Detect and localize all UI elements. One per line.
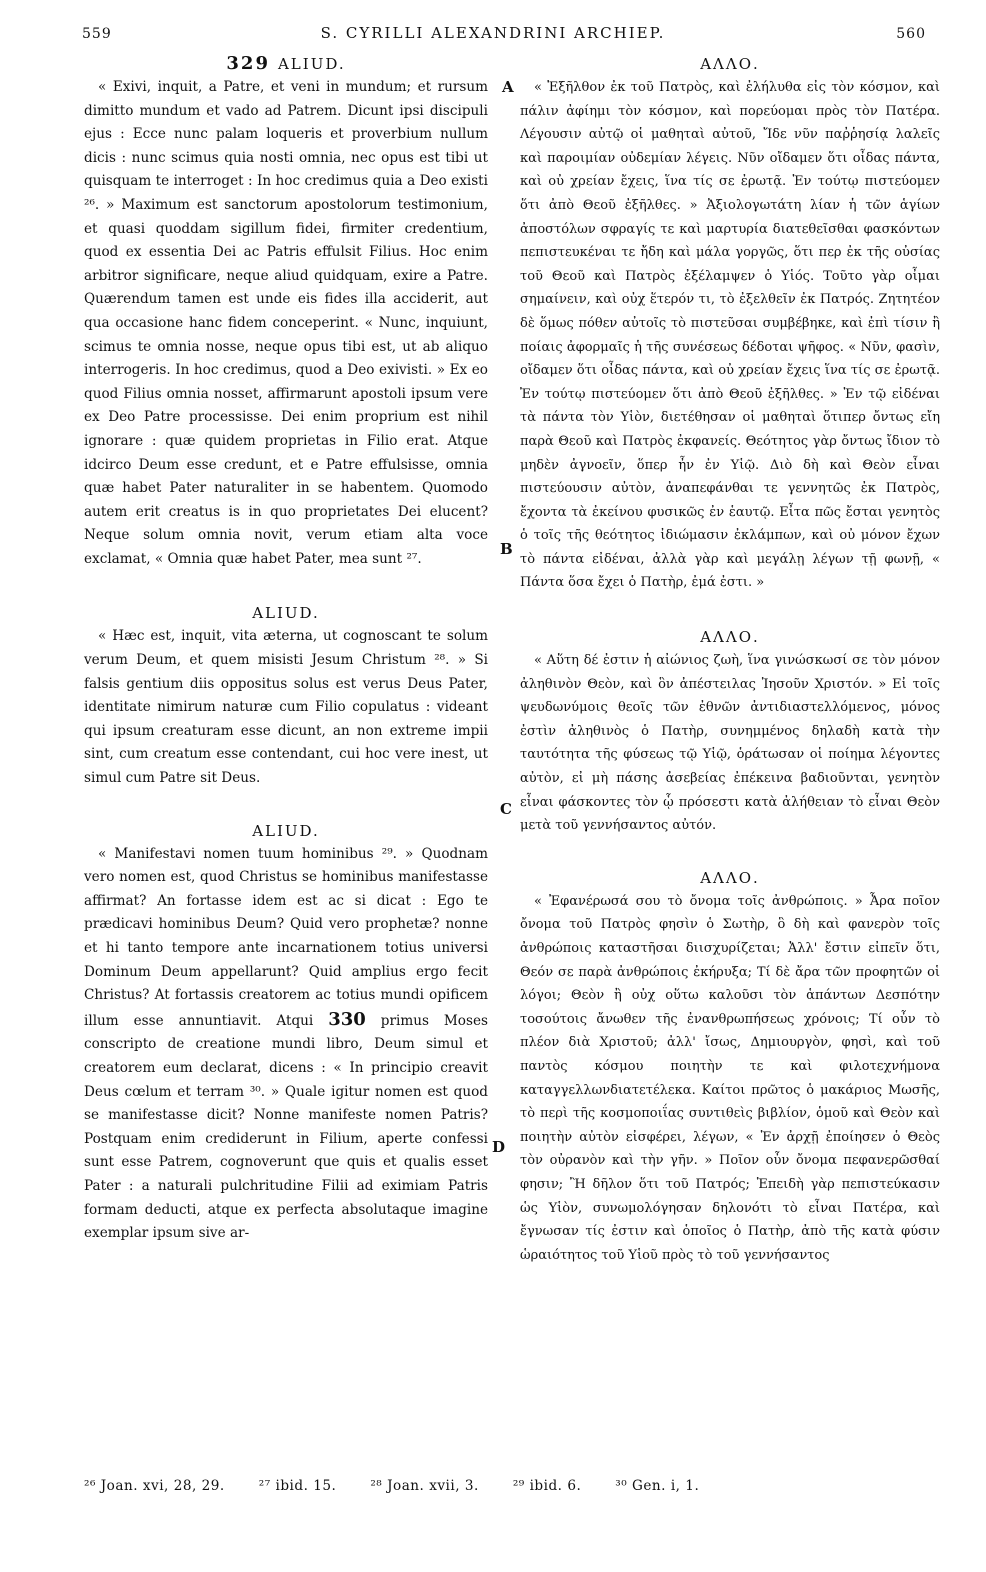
margin-letter-b: B: [500, 540, 513, 558]
margin-letter-a: A: [502, 78, 514, 96]
footnote-30: ³⁰ Gen. i, 1.: [615, 1478, 700, 1494]
footnote-28: ²⁸ Joan. xvii, 3.: [370, 1478, 479, 1494]
latin-section-3-text-a: « Manifestavi nomen tuum hominibus ²⁹. » Quodnam vero nomen est, quod Christus se hominibus manifestasse affirmat? An fortasse idem est ac si dicat : Ego te prædicavi hominibus Deum? Quid vero prophetæ? nonne et hi tanto tempore ante incarnationem totius universi Dominum Deum appellarunt? Quid amplius ergo fecit Christus? At fortassis creatorem ac totius mundi opificem illum esse annuntiavit. Atqui: [84, 845, 488, 1029]
column-number-330: 330: [328, 1008, 366, 1030]
latin-section-1-text: « Exivi, inquit, a Patre, et veni in mundum; et rursum dimitto mundum et vado ad Patrem. Dicunt ipsi discipuli ejus : Ecce nunc palam loqueris et proverbium nullum dicis : nunc scimus quia nosti omnia, nec opus est tibi ut quisquam te interroget : In hoc credimus quia a Deo existi ²⁶. » Maximum est sanctorum apostolorum testimonium, et quasi quoddam sigillum fidei, firmiter credentium, quod ex essentia Dei ac Patris effulsit Filius. Hoc enim arbitror significare, neque aliud quidquam, exire a Patre. Quærendum tamen est unde eis fides illa acciderit, aut qua occasione hanc fidem conceperint. « Nunc, inquiunt, scimus te omnia nosse, neque opus tibi est, ut ab aliquo interrogeris. In hoc credimus, quod a Deo exivisti. » Ex eo quod Filius omnia nosset, affirmarunt apostoli ipsum vere ex Deo Patre processisse. Dei enim proprium est nihil ignorare : quæ quidem proprietas in Filio erat. Atque idcirco Deum esse credunt, et e Patre effulsisse, omnia quæ habet Pater naturaliter in se habentem. Quomodo autem erit creatus is in quo proprietates Dei elucent? Neque solum omnia novit, verum etiam alta voce exclamat, « Omnia quæ habet Pater, mea sunt ²⁷.: [84, 79, 488, 567]
footnote-29: ²⁹ ibid. 6.: [512, 1478, 582, 1494]
greek-section-1-text: « Ἐξῆλθον ἐκ τοῦ Πατρὸς, καὶ ἐλήλυθα εἰς τὸν κόσμον, καὶ πάλιν ἀφίημι τὸν κόσμον, καὶ πορεύομαι πρὸς τὸν Πατέρα. Λέγουσιν αὐτῷ οἱ μαθηταὶ αὐτοῦ, Ἴδε νῦν παῤῥησίᾳ λαλεῖς καὶ παροιμίαν οὐδεμίαν λέγεις. Νῦν οἴδαμεν ὅτι οἶδας πάντα, καὶ οὐ χρείαν ἔχεις, ἵνα τίς σε ἐρωτᾷ. Ἐν τούτῳ πιστεύομεν ὅτι ἀπὸ Θεοῦ ἐξῆλθες. » Ἀξιολογωτάτη λίαν ἡ τῶν ἁγίων ἀποστόλων σφραγίς τε καὶ μαρτυρία διατεθεῖσθαι φασκόντων πεπιστευκέναι τε ἤδη καὶ μάλα γοργῶς, ὅτι περ ἐκ τῆς οὐσίας τοῦ Θεοῦ καὶ Πατρὸς ἐξέλαμψεν ὁ Υἱός. Τοῦτο γὰρ οἶμαι σημαίνειν, καὶ οὐχ ἕτερόν τι, τὸ ἐξελθεῖν ἐκ Πατρός. Ζητητέον δὲ ὅμως πόθεν αὐτοῖς τὸ πιστεῦσαι συμβέβηκε, καὶ ἐπὶ τίσιν ἢ ποίαις ἀφορμαῖς ἡ τῆς συνέσεως δέδοται ψῆφος. « Νῦν, φασὶν, οἴδαμεν ὅτι οἶδας πάντα, καὶ οὐ χρείαν ἔχεις ἵνα τίς σε ἐρωτᾷ. Ἐν τούτῳ πιστεύομεν ὅτι ἀπὸ Θεοῦ ἐξῆλθες. » Ἐν τῷ εἰδέναι τὰ πάντα τὸν Υἱὸν, διετέθησαν οἱ μαθηταὶ ὅτιπερ ὄντως εἴη παρὰ Θεοῦ καὶ Πατρὸς ἐκφανείς. Θεότητος γὰρ ὄντως ἴδιον τὸ μηδὲν ἀγνοεῖν, ὅπερ ἦν ἐν Υἱῷ. Διὸ δὴ καὶ Θεὸν εἶναι πιστεύουσιν αὐτὸν, ἀναπεφάνθαι τε γεννητῶς ἐκ Πατρὸς, ἔχοντα τὰ ἐκείνου φυσικῶς ἐν ἑαυτῷ. Εἶτα πῶς ἔσται γενητὸς ὁ τοῖς τῆς θεότητος ἰδιώμασιν ἐκλάμπων, καὶ οὐ μόνον ἔχων τὸ πάντα εἰδέναι, ἀλλὰ γὰρ καὶ μεγάλῃ λέγων τῇ φωνῇ, « Πάντα ὅσα ἔχει ὁ Πατὴρ, ἐμά ἐστι. »: [520, 80, 940, 591]
greek-section-2-text: « Αὕτη δέ ἐστιν ἡ αἰώνιος ζωὴ, ἵνα γινώσκωσί σε τὸν μόνον ἀληθινὸν Θεὸν, καὶ ὃν ἀπέστειλας Ἰησοῦν Χριστόν. » Εἰ τοῖς ψευδωνύμοις θεοῖς τῶν ἐθνῶν ἀντιδιαστελλόμενος, μόνος ἐστὶν ἀληθινὸς ὁ Πατὴρ, συνημμένος δηλαδὴ κατὰ τὴν ταυτότητα τῆς φύσεως τῷ Υἱῷ, ὁράτωσαν οἱ ποίημα λέγοντες αὐτὸν, εἰ μὴ πάσης ἀσεβείας ἐπέκεινα βαδιοῦνται, γενητὸν εἶναι φάσκοντες τὸν ᾧ πρόσεστι κατὰ ἀλήθειαν τὸ εἶναι Θεὸν μετὰ τοῦ γεννήσαντος αὐτόν.: [520, 653, 940, 834]
greek-section-3-title: ΑΛΛΟ.: [700, 868, 760, 887]
greek-section-3-text: « Ἐφανέρωσά σου τὸ ὄνομα τοῖς ἀνθρώποις. » Ἆρα ποῖον ὄνομα τοῦ Πατρὸς φησὶν ὁ Σωτὴρ, ὃ δὴ καὶ φανερὸν τοῖς ἀνθρώποις καταστῆσαι διισχυρίζεται; Ἀλλ' ἔστιν εἰπεῖν ὅτι, Θεόν σε παρὰ ἀνθρώποις ἐκήρυξα; Τί δὲ ἄρα τῶν προφητῶν οἱ λόγοι; Θεὸν ἢ οὐχ οὕτω καλοῦσι τὸν ἁπάντων Δεσπότην τοσούτοις ἄνωθεν τῆς ἐνανθρωπήσεως χρόνοις; Τί οὖν τὸ πλέον διὰ Χριστοῦ; ἀλλ' ἴσως, Δημιουργὸν, φησὶ, καὶ τοῦ παντὸς κόσμου ποιητὴν τε καὶ φιλοτεχνήμονα καταγγελλωνδιατετέλεκα. Καίτοι πρῶτος ὁ μακάριος Μωσῆς, τὸ περὶ τῆς κοσμοποιΐας συντιθεὶς βιβλίον, ὁμοῦ καὶ Θεὸν καὶ ποιητὴν αὐτὸν εἰσφέρει, λέγων, « Ἐν ἀρχῇ ἐποίησεν ὁ Θεὸς τὸν οὐρανὸν καὶ τὴν γῆν. » Ποῖον οὖν ὄνομα πεφανερῶσθαί φησιν; Ἢ δῆλον ὅτι τοῦ Πατρός; Ἐπειδὴ γὰρ πεπιστεύκασιν ὡς Υἱὸν, συνωμολόγησαν δηλονότι τὸ εἶναι Πατέρα, καὶ ἔγνωσαν τίς ἐστιν καὶ ὁποῖος ὁ Πατὴρ, ἀπὸ τῆς κατὰ φύσιν ὡραιότητος τοῦ Υἱοῦ πρὸς τὸ τοῦ γεννήσαντος: [520, 893, 940, 1263]
running-title: S. CYRILLI ALEXANDRINI ARCHIEP.: [320, 24, 666, 42]
latin-column: [84, 52, 488, 1246]
latin-section-2-text: « Hæc est, inquit, vita æterna, ut cognoscant te solum verum Deum, et quem misisti Jesum Christum ²⁸. » Si falsis gentium diis oppositus solus est verus Deus Pater, identitate nimirum naturæ cum Filio copulatus : videant qui ipsum creaturam esse dicunt, an non extreme impii sint, cum creatum esse contendant, cui hoc vere inest, ut simul cum Patre sit Deus.: [84, 628, 488, 787]
greek-column: [520, 52, 940, 1267]
latin-section-1-heading: [84, 52, 488, 76]
column-number-329: 329: [226, 53, 270, 74]
footnote-27: ²⁷ ibid. 15.: [258, 1478, 337, 1494]
latin-section-2-title: ALIUD.: [252, 604, 320, 623]
margin-letter-c: C: [500, 800, 512, 818]
footnotes: [84, 1478, 944, 1494]
greek-section-1-title: ΑΛΛΟ.: [700, 55, 760, 73]
latin-section-3-title: ALIUD.: [252, 821, 320, 840]
footnote-26: ²⁶ Joan. xvi, 28, 29.: [84, 1478, 225, 1494]
right-page-number: 560: [896, 26, 926, 42]
left-page-number: 559: [82, 26, 112, 42]
latin-section-3-text-b: primus Moses conscripto de creatione mundi libro, Deum simul et creatorem eum declarat, dicens : « In principio creavit Deus cœlum et terram ³⁰. » Quale igitur nomen est quod se manifestasse dicit? Nonne manifeste nomen Patris? Postquam enim crediderunt in Filium, aperte confessi sunt esse Patrem, cognoverunt que quis et qualis esset Pater : a naturali pulchritudine Filii ad eximiam Patris formam deducti, atque ex perfecta absolutaque imagine exemplar ipsum sive ar-: [84, 1012, 488, 1242]
latin-section-1-title: ALIUD.: [277, 55, 346, 73]
margin-letter-d: D: [492, 1138, 506, 1156]
latin-section-3-text: [84, 843, 488, 1246]
greek-section-2-title: ΑΛΛΟ.: [700, 628, 760, 647]
